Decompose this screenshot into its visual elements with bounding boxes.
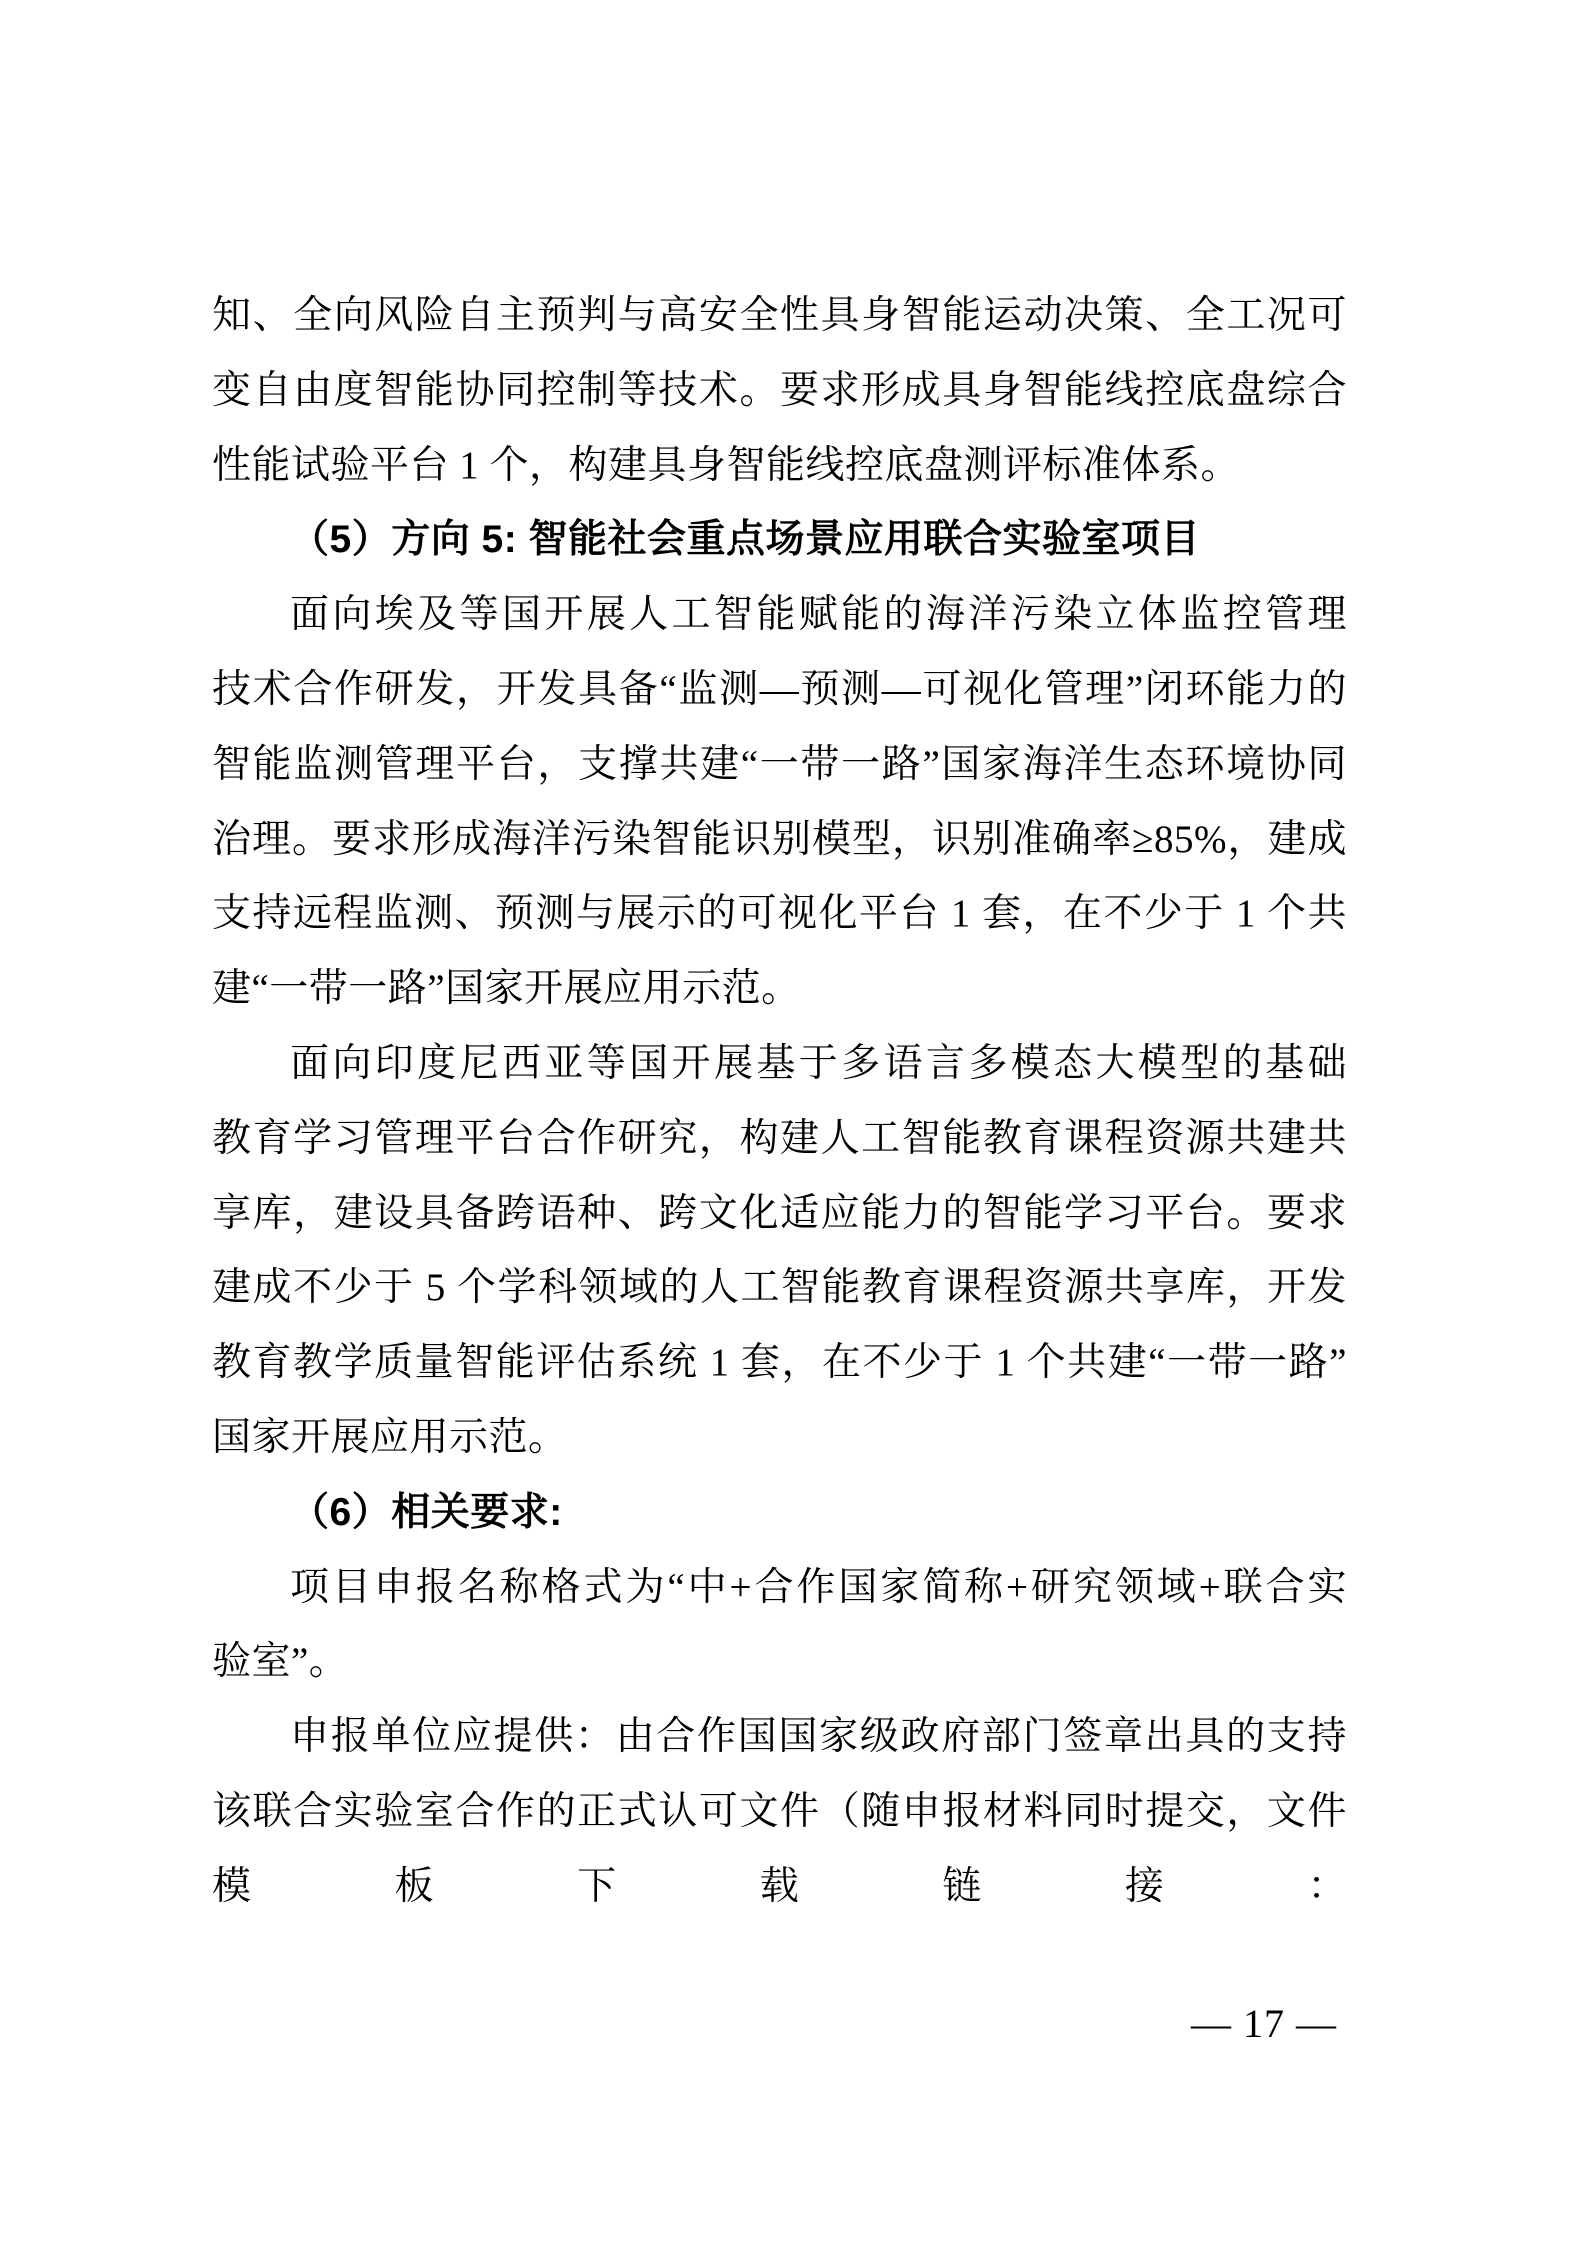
body-line: 享库，建设具备跨语种、跨文化适应能力的智能学习平台。要求 xyxy=(212,1191,1347,1235)
body-line: 技术合作研发，开发具备“监测—预测—可视化管理”闭环能力的 xyxy=(212,667,1347,711)
body-line: 变自由度智能协同控制等技术。要求形成具身智能线控底盘综合 xyxy=(212,368,1347,412)
body-line: 建成不少于 5 个学科领域的人工智能教育课程资源共享库，开发 xyxy=(212,1266,1347,1310)
section-heading-6: （6）相关要求: xyxy=(290,1490,563,1534)
body-line: 支持远程监测、预测与展示的可视化平台 1 套，在不少于 1 个共 xyxy=(212,892,1347,936)
body-line: 国家开展应用示范。 xyxy=(212,1415,568,1459)
body-line: 知、全向风险自主预判与高安全性具身智能运动决策、全工况可 xyxy=(212,294,1347,337)
body-line: 治理。要求形成海洋污染智能识别模型，识别准确率≥85%，建成 xyxy=(212,817,1347,861)
body-line: 申报单位应提供：由合作国国家级政府部门签章出具的支持 xyxy=(290,1715,1347,1759)
body-line: 面向印度尼西亚等国开展基于多语言多模态大模型的基础 xyxy=(290,1041,1347,1085)
body-line: 智能监测管理平台，支撑共建“一带一路”国家海洋生态环境协同 xyxy=(212,742,1347,786)
body-line: 项目申报名称格式为“中+合作国家简称+研究领域+联合实 xyxy=(290,1565,1347,1609)
body-line: 验室”。 xyxy=(212,1640,349,1684)
text-block xyxy=(212,279,1347,1925)
body-line: 教育教学质量智能评估系统 1 套，在不少于 1 个共建“一带一路” xyxy=(212,1341,1347,1385)
body-line-stretched: 模 板 下 载 链 接 ： xyxy=(212,1864,1347,1908)
page-number: — 17 — xyxy=(1191,2001,1337,2046)
body-line: 该联合实验室合作的正式认可文件（随申报材料同时提交，文件 xyxy=(212,1789,1347,1833)
body-line: 建“一带一路”国家开展应用示范。 xyxy=(212,967,801,1011)
body-line: 教育学习管理平台合作研究，构建人工智能教育课程资源共建共 xyxy=(212,1116,1347,1160)
body-line: 性能试验平台 1 个，构建具身智能线控底盘测评标准体系。 xyxy=(212,443,1241,487)
body-line: 面向埃及等国开展人工智能赋能的海洋污染立体监控管理 xyxy=(290,593,1347,637)
section-heading-5: （5）方向 5: 智能社会重点场景应用联合实验室项目 xyxy=(290,518,1201,562)
